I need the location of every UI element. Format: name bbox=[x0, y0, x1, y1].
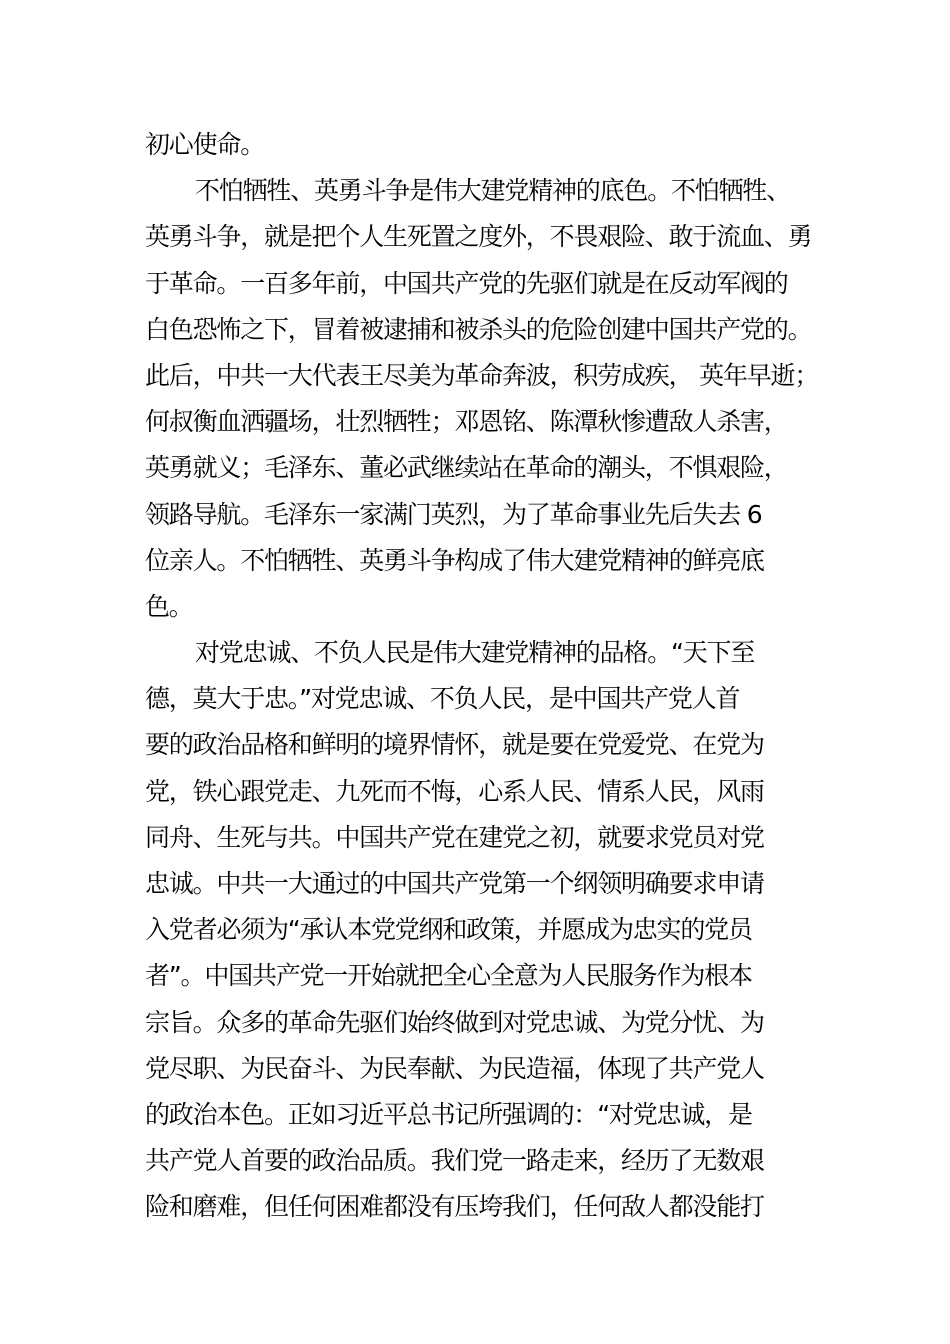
text-line: 德，莫大于忠。”对党忠诚、不负人民，是中国共产党人首 bbox=[145, 684, 740, 714]
text-line: 忠诚。中共一大通过的中国共产党第一个纲领明确要求申请 bbox=[145, 869, 764, 898]
text-line: 的政治本色。正如习近平总书记所强调的：“对党忠诚，是 bbox=[145, 1099, 752, 1129]
text-line: 同舟、生死与共。中国共产党在建党之初，就要求党员对党 bbox=[145, 822, 764, 852]
text-line: 何叔衡血洒疆场，壮烈牺牲；邓恩铭、陈潭秋惨遭敌人杀害， bbox=[145, 407, 788, 437]
body-text bbox=[145, 122, 825, 1231]
text-line: 于革命。一百多年前，中国共产党的先驱们就是在反动军阀的 bbox=[145, 268, 788, 298]
text-line: 险和磨难，但任何困难都没有压垮我们，任何敌人都没能打 bbox=[145, 1192, 764, 1222]
text-line: 入党者必须为“承认本党党纲和政策，并愿成为忠实的党员 bbox=[145, 915, 752, 945]
text-line: 白色恐怖之下，冒着被逮捕和被杀头的危险创建中国共产党的。 bbox=[145, 314, 812, 344]
text-line: 色。 bbox=[145, 591, 193, 621]
text-line: 初心使命。 bbox=[145, 130, 265, 159]
text-line: 党，铁心跟党走、九死而不悔，心系人民、情系人民，风雨 bbox=[145, 776, 764, 806]
text-line: 英勇斗争，就是把个人生死置之度外，不畏艰险、敢于流血、勇 bbox=[145, 222, 812, 252]
text-line: 要的政治品格和鲜明的境界情怀，就是要在党爱党、在党为 bbox=[145, 730, 764, 760]
paragraph-first-line: 不怕牺牲、英勇斗争是伟大建党精神的底色。不怕牺牲、 bbox=[195, 176, 791, 206]
text-line: 英勇就义；毛泽东、董必武继续站在革命的潮头，不惧艰险， bbox=[145, 453, 788, 483]
text-line: 此后，中共一大代表王尽美为革命奔波，积劳成疾， 英年早逝； bbox=[145, 360, 819, 390]
text-line: 领路导航。毛泽东一家满门英烈，为了革命事业先后失去 6 bbox=[145, 499, 762, 529]
text-line: 共产党人首要的政治品质。我们党一路走来，经历了无数艰 bbox=[145, 1146, 764, 1176]
text-line: 者”。中国共产党一开始就把全心全意为人民服务作为根本 bbox=[145, 961, 752, 991]
text-line: 党尽职、为民奋斗、为民奉献、为民造福，体现了共产党人 bbox=[145, 1053, 764, 1083]
paragraph-first-line: 对党忠诚、不负人民是伟大建党精神的品格。“天下至 bbox=[195, 638, 755, 668]
text-line: 宗旨。众多的革命先驱们始终做到对党忠诚、为党分忧、为 bbox=[145, 1007, 764, 1037]
text-line: 位亲人。不怕牺牲、英勇斗争构成了伟大建党精神的鲜亮底 bbox=[145, 545, 764, 575]
